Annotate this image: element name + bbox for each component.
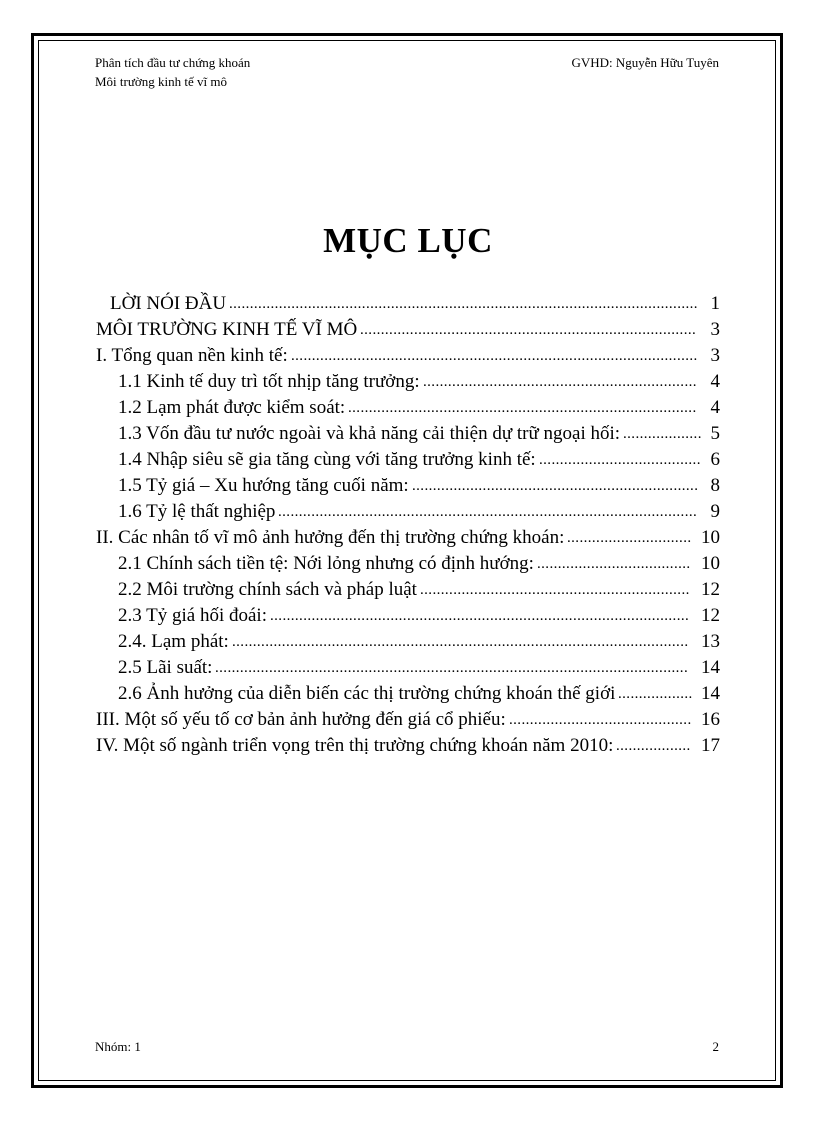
toc-dot-leader: .................................................................................................................. xyxy=(215,660,689,676)
toc-entry-label: 1.4 Nhập siêu sẽ gia tăng cùng với tăng trưởng kinh tế: xyxy=(118,449,536,470)
toc-entry-page: 5 xyxy=(710,423,720,444)
toc-entry[interactable] xyxy=(96,707,720,733)
toc-entry[interactable] xyxy=(96,551,720,577)
header-left xyxy=(95,53,250,91)
toc-entry-page: 14 xyxy=(701,657,720,678)
toc-entry-page: 17 xyxy=(701,735,720,756)
toc-entry-page: 10 xyxy=(701,553,720,574)
toc-dot-leader: ..................................................................... xyxy=(412,478,699,494)
toc-entry-label: 2.2 Môi trường chính sách và pháp luật xyxy=(118,579,417,600)
toc-dot-leader: ....................................... xyxy=(539,452,701,468)
toc-entry-label: 2.3 Tỷ giá hối đoái: xyxy=(118,605,267,626)
toc-entry-page: 3 xyxy=(710,319,720,340)
toc-entry-page: 12 xyxy=(701,579,720,600)
page-title: MỤC LỤC xyxy=(323,221,493,260)
toc-entry-label: 1.3 Vốn đầu tư nước ngoài và khả năng cải thiện dự trữ ngoại hối: xyxy=(118,423,621,444)
toc-entry[interactable] xyxy=(96,499,720,525)
toc-entry[interactable] xyxy=(96,681,720,707)
table-of-contents xyxy=(96,291,720,759)
toc-dot-leader: ................... xyxy=(623,426,702,442)
toc-entry-page: 4 xyxy=(710,397,720,418)
toc-entry-label: IV. Một số ngành triển vọng trên thị trường chứng khoán năm 2010: xyxy=(96,735,614,756)
toc-entry[interactable] xyxy=(96,291,720,317)
toc-dot-leader: .............................. xyxy=(567,530,692,546)
toc-entry[interactable] xyxy=(96,447,720,473)
header-advisor: GVHD: Nguyễn Hữu Tuyên xyxy=(571,55,719,70)
toc-entry-page: 1 xyxy=(710,293,720,314)
toc-entry-page: 16 xyxy=(701,709,720,730)
toc-entry-page: 13 xyxy=(701,631,720,652)
toc-dot-leader: ..................................... xyxy=(537,556,691,572)
header-topic: Môi trường kinh tế vĩ mô xyxy=(95,74,227,89)
toc-entry[interactable] xyxy=(96,421,720,447)
toc-entry-page: 14 xyxy=(701,683,720,704)
toc-dot-leader: .................. xyxy=(618,686,693,702)
toc-entry-label: III. Một số yếu tố cơ bản ảnh hưởng đến giá cổ phiếu: xyxy=(96,709,506,730)
toc-dot-leader: .................................................................................................. xyxy=(291,348,698,364)
toc-entry[interactable] xyxy=(96,317,720,343)
toc-entry-page: 9 xyxy=(710,501,720,522)
toc-dot-leader: ............................................ xyxy=(509,712,692,728)
toc-entry-page: 6 xyxy=(710,449,720,470)
toc-dot-leader: .............................................................................................................. xyxy=(232,634,689,650)
toc-entry[interactable] xyxy=(96,655,720,681)
toc-entry-label: 2.6 Ảnh hưởng của diễn biến các thị trường chứng khoán thế giới xyxy=(118,683,616,704)
toc-entry-label: 1.2 Lạm phát được kiểm soát: xyxy=(118,397,346,418)
toc-entry[interactable] xyxy=(96,395,720,421)
toc-dot-leader: .................. xyxy=(616,738,691,754)
toc-entry-label: 2.5 Lãi suất: xyxy=(118,657,213,678)
toc-entry[interactable] xyxy=(96,525,720,551)
toc-dot-leader: ................................................................................................................. xyxy=(229,296,698,312)
toc-entry-label: 1.5 Tỷ giá – Xu hướng tăng cuối năm: xyxy=(118,475,409,496)
toc-dot-leader: ................................................................. xyxy=(420,582,690,598)
footer-group: Nhóm: 1 xyxy=(95,1039,141,1054)
toc-entry-label: MÔI TRƯỜNG KINH TẾ VĨ MÔ xyxy=(96,319,358,340)
toc-entry[interactable] xyxy=(96,343,720,369)
toc-dot-leader: ..................................................................................................... xyxy=(278,504,698,520)
toc-entry-label: 1.1 Kinh tế duy trì tốt nhịp tăng trưởng: xyxy=(118,371,420,392)
toc-entry[interactable] xyxy=(96,603,720,629)
footer-page-number: 2 xyxy=(712,1039,719,1054)
toc-dot-leader: ..................................................................................................... xyxy=(270,608,690,624)
toc-entry[interactable] xyxy=(96,629,720,655)
toc-entry-label: 2.4. Lạm phát: xyxy=(118,631,229,652)
toc-entry-label: I. Tổng quan nền kinh tế: xyxy=(96,345,288,366)
toc-entry-label: II. Các nhân tố vĩ mô ảnh hưởng đến thị trường chứng khoán: xyxy=(96,527,565,548)
toc-dot-leader: .................................................................................... xyxy=(348,400,697,416)
toc-entry[interactable] xyxy=(96,577,720,603)
toc-entry[interactable] xyxy=(96,473,720,499)
toc-entry[interactable] xyxy=(96,733,720,759)
toc-entry[interactable] xyxy=(96,369,720,395)
toc-entry-label: 2.1 Chính sách tiền tệ: Nới lỏng nhưng có định hướng: xyxy=(118,553,534,574)
toc-entry-label: 1.6 Tỷ lệ thất nghiệp xyxy=(118,501,276,522)
toc-entry-label: LỜI NÓI ĐẦU xyxy=(110,293,227,314)
toc-dot-leader: .................................................................. xyxy=(423,374,697,390)
toc-entry-page: 3 xyxy=(710,345,720,366)
toc-dot-leader: ................................................................................. xyxy=(360,322,697,338)
toc-entry-page: 4 xyxy=(710,371,720,392)
toc-entry-page: 8 xyxy=(710,475,720,496)
toc-entry-page: 12 xyxy=(701,605,720,626)
toc-entry-page: 10 xyxy=(701,527,720,548)
header-subject: Phân tích đầu tư chứng khoán xyxy=(95,55,251,70)
